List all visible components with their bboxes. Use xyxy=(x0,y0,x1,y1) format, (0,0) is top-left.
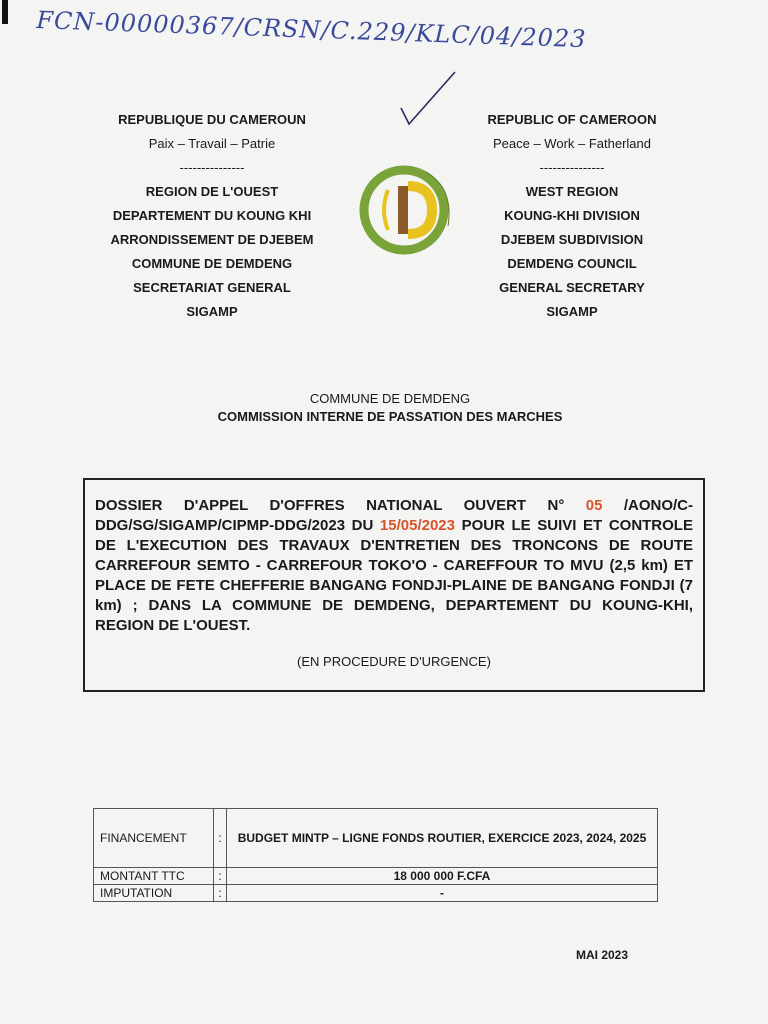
country-fr: REPUBLIQUE DU CAMEROUN xyxy=(118,112,306,127)
commune-title xyxy=(0,390,768,426)
tender-number: 05 xyxy=(585,497,603,514)
country-en: REPUBLIC OF CAMEROON xyxy=(487,112,657,127)
separator-fr: --------------- xyxy=(179,160,245,175)
row-value: 18 000 000 F.CFA xyxy=(227,868,658,885)
financing-table xyxy=(93,808,658,902)
header-french xyxy=(82,108,342,324)
region-en: WEST REGION xyxy=(525,184,619,199)
commune-name: COMMUNE DE DEMDENG xyxy=(309,391,471,406)
motto-fr: Paix – Travail – Patrie xyxy=(148,136,276,151)
procedure-note: (EN PROCEDURE D'URGENCE) xyxy=(297,654,491,669)
tender-date: 15/05/2023 xyxy=(379,517,455,534)
division-en: KOUNG-KHI DIVISION xyxy=(504,208,640,223)
commission-name: COMMISSION INTERNE DE PASSATION DES MARCHES xyxy=(217,409,563,424)
council-en: DEMDENG COUNCIL xyxy=(507,256,637,271)
table-row xyxy=(94,885,658,902)
secretariat-fr: SECRETARIAT GENERAL xyxy=(133,280,291,295)
sigamp-en: SIGAMP xyxy=(546,304,598,319)
department-fr: DEPARTEMENT DU KOUNG KHI xyxy=(112,208,312,223)
title-part1: DOSSIER D'APPEL D'OFFRES NATIONAL OUVERT N° xyxy=(95,497,586,514)
row-label: IMPUTATION xyxy=(94,885,214,902)
header-english xyxy=(442,108,702,324)
handwritten-reference: FCN-00000367/CRSN/C.229/KLC/04/2023 xyxy=(35,6,587,54)
arrondissement-fr: ARRONDISSEMENT DE DJEBEM xyxy=(110,232,314,247)
title-part3: POUR LE SUIVI ET CONTROLE DE L'EXECUTION DES TRAVAUX D'ENTRETIEN DES TRONCONS DE ROUTE CARREFOUR SEMTO - CARREFOUR TOKO'O - CAREFFOUR TO MVU (2,5 km) ET PLACE DE FETE CHEFFERIE BANGANG FONDJI-PLAINE DE BANGANG FONDJI (7 km) ; DANS LA COMMUNE DE DEMDENG, DEPARTEMENT DU KOUNG-KHI, REGION DE L'OUEST. xyxy=(95,517,693,634)
region-fr: REGION DE L'OUEST xyxy=(145,184,279,199)
sigamp-fr: SIGAMP xyxy=(186,304,238,319)
corner-mark xyxy=(2,0,8,24)
row-colon: : xyxy=(214,885,227,902)
row-label: MONTANT TTC xyxy=(94,868,214,885)
row-value: BUDGET MINTP – LIGNE FONDS ROUTIER, EXERCICE 2023, 2024, 2025 xyxy=(227,809,658,868)
separator-en: --------------- xyxy=(539,160,605,175)
subdivision-en: DJEBEM SUBDIVISION xyxy=(500,232,644,247)
row-colon: : xyxy=(214,809,227,868)
row-value: - xyxy=(227,885,658,902)
row-label: FINANCEMENT xyxy=(94,809,214,868)
document-date: MAI 2023 xyxy=(576,948,629,962)
row-colon: : xyxy=(214,868,227,885)
tender-title xyxy=(95,496,693,636)
title-part2: /AONO/C-DDG/SG/SIGAMP/CIPMP-DDG/2023 DU xyxy=(95,497,693,534)
tender-title-box xyxy=(83,478,705,692)
motto-en: Peace – Work – Fatherland xyxy=(492,136,651,151)
secretary-en: GENERAL SECRETARY xyxy=(499,280,645,295)
commune-fr: COMMUNE DE DEMDENG xyxy=(131,256,293,271)
table-row xyxy=(94,868,658,885)
table-row xyxy=(94,809,658,868)
